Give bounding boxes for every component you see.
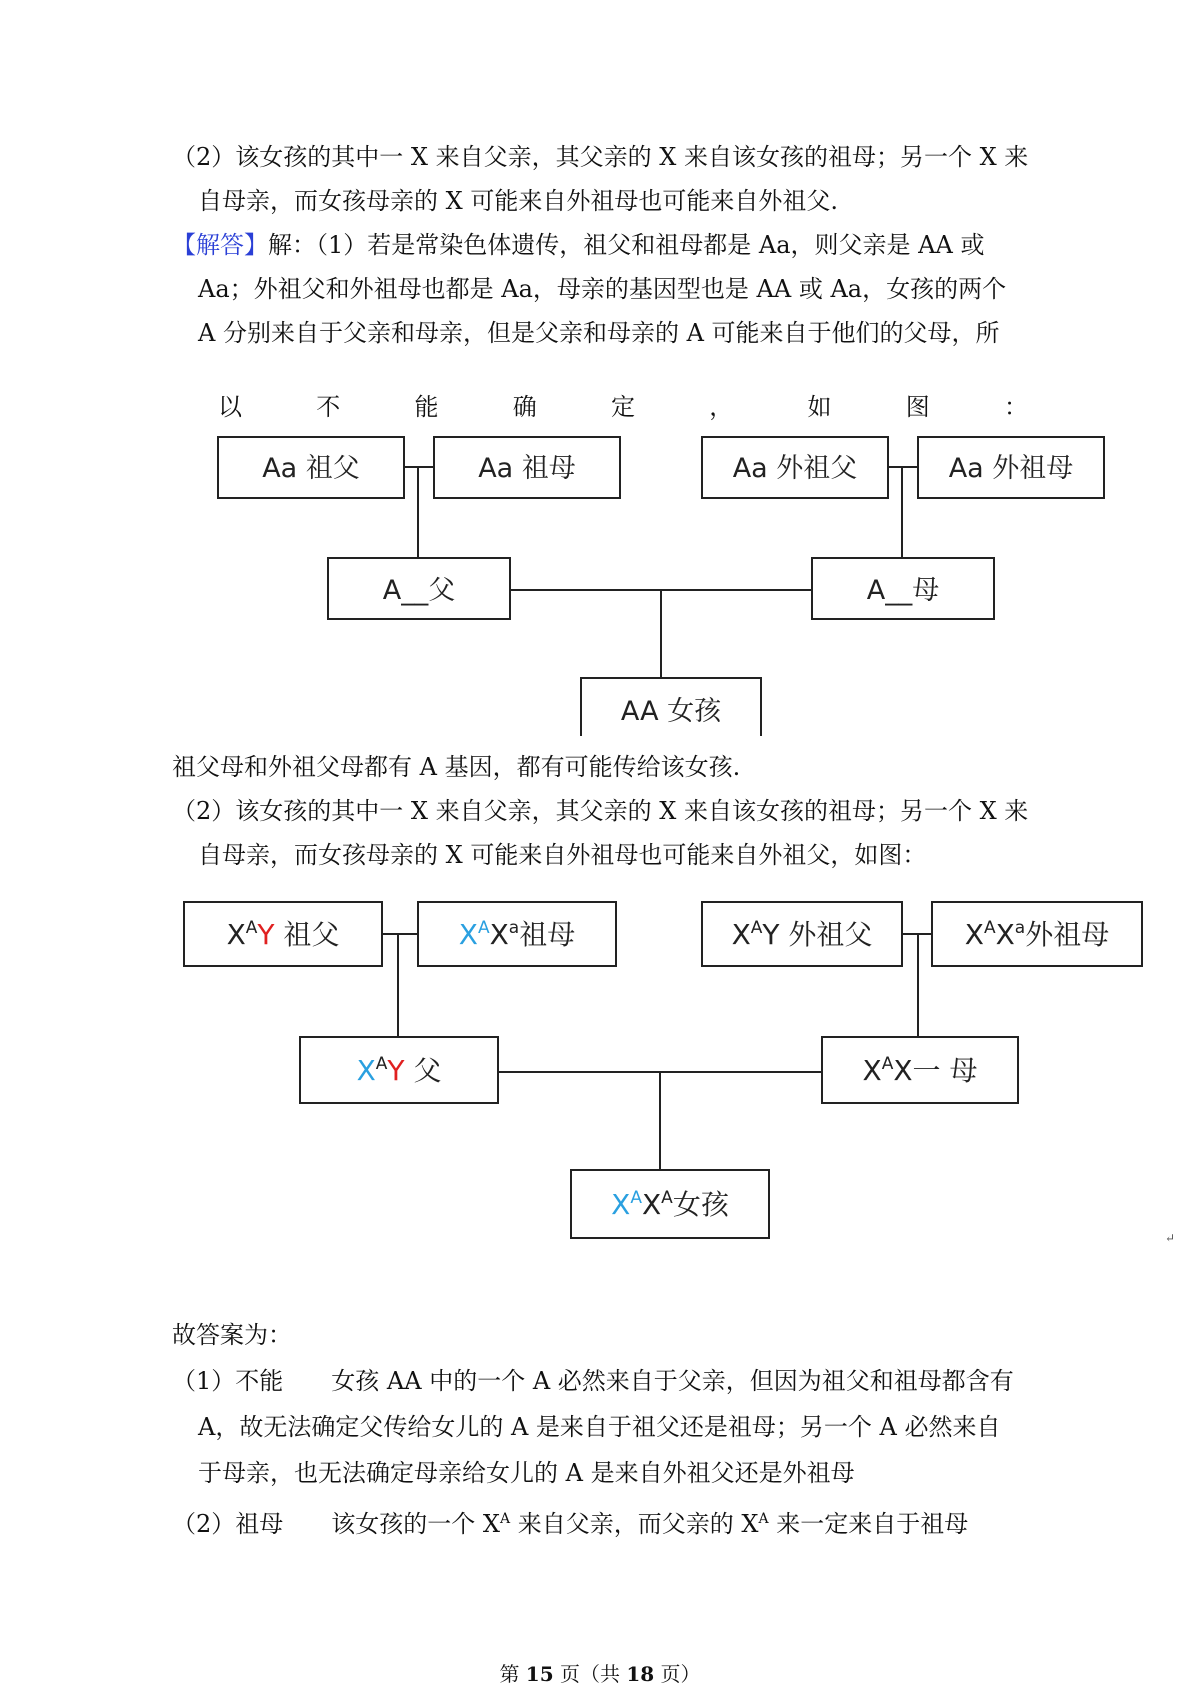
label2-girl: [611, 1188, 730, 1221]
conclusion-a2-line1: [172, 1502, 968, 1541]
answer-tag: 【解答】: [172, 231, 268, 259]
relation: 外祖父: [779, 918, 873, 951]
relation: 祖母: [519, 918, 576, 951]
label2-maternal-grandmother: [965, 918, 1109, 951]
spread-char: 确: [512, 393, 537, 421]
label2-grandmother: [459, 918, 575, 951]
label-grandfather: Aa 祖父: [262, 453, 360, 484]
gene-sup-blue: A: [477, 918, 490, 938]
gene-x: X: [862, 1054, 882, 1087]
relation: 父: [404, 1054, 442, 1087]
gene-x: X: [226, 918, 246, 951]
conclusion-a1-line2: A，故无法确定父传给女儿的 A 是来自于祖父还是祖母；另一个 A 必然来自: [198, 1413, 1001, 1441]
a2-sup: A: [758, 1511, 769, 1527]
spread-char: 不: [316, 393, 341, 421]
conclusion-a1-line3: 于母亲，也无法确定母亲给女儿的 A 是来自外祖父还是外祖母: [198, 1459, 855, 1487]
gene-x: X: [641, 1188, 662, 1221]
label-maternal-grandfather: Aa 外祖父: [732, 453, 858, 484]
label2-maternal-grandfather: [732, 918, 873, 951]
relation: 女孩: [672, 1188, 729, 1221]
paragraph-part2-line2: 自母亲，而女孩母亲的 X 可能来自外祖母也可能来自外祖父.: [198, 187, 838, 215]
answer-line3: A 分别来自于父亲和母亲，但是父亲和母亲的 A 可能来自于他们的父母，所: [198, 319, 1000, 347]
gene-sup: A: [375, 1054, 388, 1074]
a2-text: 来自父亲，而父亲的 X: [510, 1510, 759, 1538]
label2-grandfather: [227, 918, 340, 951]
spread-char: 定: [611, 393, 635, 421]
gene-sup: A: [881, 1054, 894, 1074]
gene-sup: A: [245, 918, 258, 938]
gene-sup: A: [661, 1188, 673, 1208]
a2-sup: A: [499, 1511, 511, 1527]
a2-text: （2）祖母 该女孩的一个 X: [172, 1510, 500, 1538]
gene-x: X: [995, 918, 1015, 951]
label-grandmother: Aa 祖母: [478, 453, 576, 484]
gene-y: Y: [387, 1054, 405, 1087]
footer-prefix: 第: [499, 1662, 526, 1686]
label2-mother: [863, 1054, 978, 1087]
label-maternal-grandmother: Aa 外祖母: [948, 453, 1074, 484]
spread-char: 能: [414, 393, 439, 421]
spread-char: ：: [1004, 393, 1028, 421]
label-father: A__父: [382, 575, 456, 606]
answer-text-1: 解：（1）若是常染色体遗传，祖父和祖母都是 Aa，则父亲是 AA 或: [268, 231, 985, 259]
footer-suffix: 页）: [654, 1662, 701, 1686]
footer-total: 18: [626, 1662, 655, 1686]
spread-char: 如: [807, 393, 832, 421]
footer-page: 15: [525, 1662, 554, 1686]
relation: 母: [940, 1054, 978, 1087]
footer-middle: 页（共: [553, 1662, 627, 1686]
spread-char: 图: [905, 393, 930, 421]
relation: 祖父: [274, 918, 340, 951]
gene-x-blue: X: [356, 1054, 376, 1087]
label-girl: AA 女孩: [620, 696, 722, 727]
a2-text: 来一定来自于祖母: [768, 1510, 969, 1538]
label-mother: A__母: [866, 575, 940, 606]
gene-sup: A: [750, 918, 763, 938]
relation: 外祖母: [1025, 918, 1110, 951]
paragraph2-line1: （2）该女孩的其中一 X 来自父亲，其父亲的 X 来自该女孩的祖母；另一个 X 来: [172, 797, 1029, 825]
spread-char: 以: [218, 393, 242, 421]
page-footer: [0, 1658, 1200, 1687]
conclusion-a1-line1: （1）不能 女孩 AA 中的一个 A 必然来自于父亲，但因为祖父和祖母都含有: [172, 1367, 1014, 1395]
paragraph-part2-line1: （2）该女孩的其中一 X 来自父亲，其父亲的 X 来自该女孩的祖母；另一个 X 来: [172, 143, 1029, 171]
label2-father: [357, 1054, 442, 1087]
gene-y: Y: [762, 918, 780, 951]
gene-x: X: [489, 918, 509, 951]
paragraph2-line2: 自母亲，而女孩母亲的 X 可能来自外祖母也可能来自外祖父，如图：: [198, 841, 927, 869]
return-mark-icon: ↵: [1165, 1231, 1176, 1245]
gene-x: X: [964, 918, 984, 951]
conclusion-intro: 故答案为：: [172, 1321, 292, 1349]
gene-sup: a: [508, 918, 520, 938]
after-diagram1-text: 祖父母和外祖父母都有 A 基因，都有可能传给该女孩.: [172, 753, 741, 781]
gene-y: Y: [257, 918, 275, 951]
gene-x: X: [731, 918, 751, 951]
gene-x: X: [893, 1054, 913, 1087]
answer-line2: Aa；外祖父和外祖母也都是 Aa，母亲的基因型也是 AA 或 Aa，女孩的两个: [198, 275, 1007, 303]
gene-sup: a: [1014, 918, 1026, 938]
gene-dash: 一: [912, 1054, 941, 1087]
gene-x-blue: X: [458, 918, 478, 951]
gene-x-blue: X: [611, 1188, 631, 1221]
gene-sup: A: [983, 918, 996, 938]
spread-char: ，: [709, 393, 734, 421]
gene-sup-blue: A: [630, 1188, 642, 1208]
